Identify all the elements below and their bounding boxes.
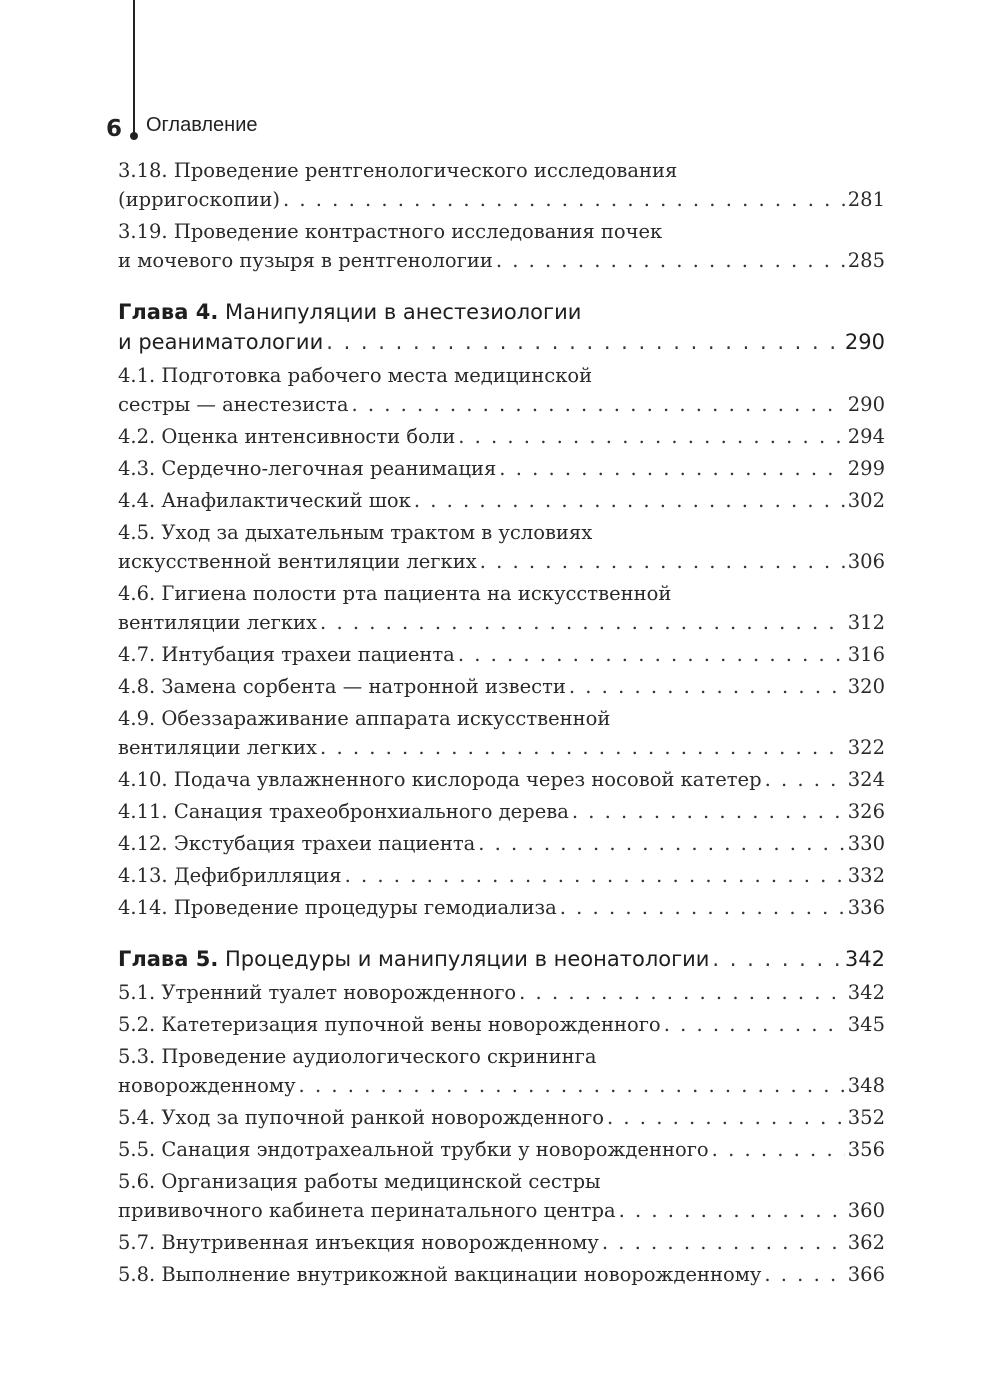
dot-leader <box>519 978 845 1007</box>
toc-line-text: 5.6. Организация работы медицинской сестры <box>118 1170 601 1193</box>
toc-entry-line <box>118 246 885 275</box>
toc-entry-title <box>118 1196 616 1225</box>
toc-entry-title <box>118 978 516 1007</box>
dot-leader <box>764 1260 844 1289</box>
toc-entry <box>118 217 885 275</box>
toc-entry-title-text: искусственной вентиляции легких <box>118 550 477 573</box>
toc-entry-title-text: 4.4. Анафилактический шок <box>118 489 411 512</box>
dot-leader <box>320 733 845 762</box>
toc-entry <box>118 422 885 451</box>
toc-entry-line <box>118 327 885 357</box>
toc-page-number: 330 <box>847 832 885 855</box>
toc-entry-line <box>118 1010 885 1039</box>
running-title: Оглавление <box>146 114 258 136</box>
toc-line-text: 5.3. Проведение аудиологического скрининга <box>118 1045 597 1068</box>
toc-entry-title-text: 4.13. Дефибрилляция <box>118 864 342 887</box>
dot-leader <box>664 1010 845 1039</box>
margin-rule <box>133 0 135 135</box>
chapter-label: Глава 5. <box>118 947 219 971</box>
dot-leader <box>326 327 842 357</box>
toc-entry <box>118 1260 885 1289</box>
toc-entry <box>118 1103 885 1132</box>
toc-entry-title-text: новорожденному <box>118 1074 296 1097</box>
toc-entry <box>118 1042 885 1100</box>
toc-page-number: 281 <box>847 188 885 211</box>
toc-entry-title-text: (ирригоскопии) <box>118 188 280 211</box>
toc-entry-title-text: и реаниматологии <box>118 330 324 354</box>
toc-entry-title-text: 5.7. Внутривенная инъекция новорожденному <box>118 1231 599 1254</box>
toc-entry <box>118 704 885 762</box>
toc-line-text: Манипуляции в анестезиологии <box>224 300 582 324</box>
toc-entry-line <box>118 1260 885 1289</box>
toc-entry-title-text: сестры — анестезиста <box>118 393 349 416</box>
toc-entry-title <box>118 944 709 974</box>
toc-entry-title <box>118 1228 599 1257</box>
toc-entry <box>118 1135 885 1164</box>
toc-chapter <box>118 297 885 357</box>
page-number: 6 <box>106 116 123 142</box>
toc-entry-line <box>118 797 885 826</box>
dot-leader <box>351 390 844 419</box>
toc-entry-title-text: 5.1. Утренний туалет новорожденного <box>118 981 517 1004</box>
toc-line-text: 4.9. Обеззараживание аппарата искусственной <box>118 707 611 730</box>
dot-leader <box>572 797 845 826</box>
toc-entry-title-text: 4.10. Подача увлажненного кислорода через носовой катетер <box>118 768 762 791</box>
toc-page-number: 336 <box>847 896 885 919</box>
dot-leader <box>712 944 841 974</box>
toc-page-number: 342 <box>847 981 885 1004</box>
toc-entry-line <box>118 733 885 762</box>
toc-entry <box>118 829 885 858</box>
toc-page-number: 302 <box>847 489 885 512</box>
dot-leader <box>602 1228 845 1257</box>
toc-entry-line <box>118 672 885 701</box>
toc-page-number: 362 <box>847 1231 885 1254</box>
toc-page-number: 290 <box>844 330 885 354</box>
toc-entry-line <box>118 608 885 637</box>
toc-entry-title <box>118 422 455 451</box>
dot-leader <box>765 765 845 794</box>
toc-entry-title-text: 4.12. Экстубация трахеи пациента <box>118 832 476 855</box>
toc-entry-title <box>118 797 569 826</box>
toc-entry-line <box>118 1196 885 1225</box>
dot-leader <box>560 893 845 922</box>
toc-entry-title <box>118 547 477 576</box>
toc-entry-title <box>118 390 348 419</box>
toc-entry-title-text: вентиляции легких <box>118 736 318 759</box>
toc-entry-title-text: 5.8. Выполнение внутрикожной вакцинации новорожденному <box>118 1263 762 1286</box>
toc-line <box>118 579 885 608</box>
toc-line-text: 4.6. Гигиена полости рта пациента на искусственной <box>118 582 672 605</box>
toc-entry-line <box>118 893 885 922</box>
toc-entry <box>118 1010 885 1039</box>
toc-entry-title-text: 5.5. Санация эндотрахеальной трубки у новорожденного <box>118 1138 709 1161</box>
toc-entry-line <box>118 422 885 451</box>
toc-entry <box>118 518 885 576</box>
toc-page-number: 366 <box>847 1263 885 1286</box>
toc-entry-title <box>118 640 455 669</box>
toc-entry-line <box>118 1103 885 1132</box>
toc-page-number: 306 <box>847 550 885 573</box>
toc-page-number: 348 <box>847 1074 885 1097</box>
toc-line-text: 3.19. Проведение контрастного исследования почек <box>118 220 663 243</box>
toc-entry-title-text: вентиляции легких <box>118 611 318 634</box>
toc-entry-title <box>118 1071 296 1100</box>
toc-entry <box>118 486 885 515</box>
dot-leader <box>712 1135 845 1164</box>
toc-page-number: 290 <box>847 393 885 416</box>
dot-leader <box>458 640 845 669</box>
toc-entry-title <box>118 327 323 357</box>
dot-leader <box>478 829 845 858</box>
toc-entry-title <box>118 765 762 794</box>
toc-entry-title-text: 4.11. Санация трахеобронхиального дерева <box>118 800 569 823</box>
toc-chapter <box>118 944 885 974</box>
toc-page-number: 342 <box>844 947 885 971</box>
toc-line <box>118 518 885 547</box>
dot-leader <box>414 486 845 515</box>
toc-entry-title <box>118 861 342 890</box>
toc-entry-title-text: 4.14. Проведение процедуры гемодиализа <box>118 896 557 919</box>
toc-entry-title <box>118 733 317 762</box>
toc-entry-title <box>118 672 566 701</box>
toc-entry-title-text: и мочевого пузыря в рентгенологии <box>118 249 493 272</box>
table-of-contents <box>118 156 885 1292</box>
toc-entry-title <box>118 246 493 275</box>
dot-leader <box>283 185 845 214</box>
toc-entry-title <box>118 829 475 858</box>
dot-leader <box>320 608 845 637</box>
toc-page-number: 312 <box>847 611 885 634</box>
toc-entry <box>118 672 885 701</box>
toc-entry <box>118 579 885 637</box>
toc-page-number: 356 <box>847 1138 885 1161</box>
toc-entry-line <box>118 1135 885 1164</box>
toc-page-number: 322 <box>847 736 885 759</box>
toc-entry <box>118 978 885 1007</box>
toc-entry-title <box>118 1010 661 1039</box>
toc-line <box>118 361 885 390</box>
toc-page-number: 360 <box>847 1199 885 1222</box>
toc-entry <box>118 797 885 826</box>
toc-page-number: 332 <box>847 864 885 887</box>
dot-leader <box>607 1103 845 1132</box>
toc-page-number: 316 <box>847 643 885 666</box>
toc-page-number: 345 <box>847 1013 885 1036</box>
toc-entry-line <box>118 765 885 794</box>
toc-line <box>118 217 885 246</box>
toc-entry-title <box>118 1103 604 1132</box>
toc-entry <box>118 640 885 669</box>
toc-entry-title <box>118 1135 709 1164</box>
toc-entry-title-text: 5.2. Катетеризация пупочной вены новорожденного <box>118 1013 661 1036</box>
toc-entry-line <box>118 486 885 515</box>
toc-entry <box>118 361 885 419</box>
toc-entry <box>118 454 885 483</box>
toc-entry <box>118 861 885 890</box>
toc-entry-line <box>118 829 885 858</box>
toc-page-number: 352 <box>847 1106 885 1129</box>
toc-page-number: 324 <box>847 768 885 791</box>
dot-leader <box>345 861 845 890</box>
dot-leader <box>480 547 845 576</box>
toc-entry-title <box>118 1260 761 1289</box>
chapter-label: Глава 4. <box>118 300 219 324</box>
toc-page-number: 294 <box>847 425 885 448</box>
dot-leader <box>499 454 844 483</box>
toc-line-text: 4.1. Подготовка рабочего места медицинской <box>118 364 593 387</box>
dot-leader <box>496 246 845 275</box>
toc-page-number: 299 <box>847 457 885 480</box>
toc-entry-line <box>118 1228 885 1257</box>
toc-line-text: 3.18. Проведение рентгенологического исследования <box>118 159 678 182</box>
dot-leader <box>619 1196 845 1225</box>
toc-page-number: 320 <box>847 675 885 698</box>
toc-entry-title-text: 4.3. Сердечно-легочная реанимация <box>118 457 497 480</box>
toc-entry-title-text: 4.8. Замена сорбента — натронной извести <box>118 675 566 698</box>
toc-entry-line <box>118 547 885 576</box>
margin-rule-dot <box>130 132 138 140</box>
dot-leader <box>458 422 845 451</box>
toc-entry-title <box>118 486 411 515</box>
toc-line-text: 4.5. Уход за дыхательным трактом в условиях <box>118 521 593 544</box>
toc-entry-title <box>118 454 496 483</box>
toc-entry-line <box>118 185 885 214</box>
toc-entry-title-text: прививочного кабинета перинатального центра <box>118 1199 616 1222</box>
toc-entry <box>118 1228 885 1257</box>
toc-entry-title-text: 4.2. Оценка интенсивности боли <box>118 425 456 448</box>
toc-entry-line <box>118 390 885 419</box>
toc-entry-title-text: 5.4. Уход за пупочной ранкой новорожденного <box>118 1106 605 1129</box>
toc-entry-line <box>118 944 885 974</box>
dot-leader <box>299 1071 845 1100</box>
toc-line <box>118 704 885 733</box>
toc-page-number: 285 <box>847 249 885 272</box>
dot-leader <box>569 672 845 701</box>
toc-line <box>118 1167 885 1196</box>
toc-entry-title <box>118 608 317 637</box>
toc-entry-line <box>118 1071 885 1100</box>
toc-entry-line <box>118 861 885 890</box>
toc-line <box>118 297 885 327</box>
toc-line <box>118 1042 885 1071</box>
toc-entry-line <box>118 978 885 1007</box>
toc-page-number: 326 <box>847 800 885 823</box>
toc-entry-title <box>118 185 280 214</box>
toc-entry-line <box>118 640 885 669</box>
toc-entry <box>118 1167 885 1225</box>
toc-entry <box>118 765 885 794</box>
toc-entry <box>118 156 885 214</box>
toc-entry-line <box>118 454 885 483</box>
toc-entry <box>118 893 885 922</box>
toc-line <box>118 156 885 185</box>
toc-entry-title <box>118 893 557 922</box>
toc-entry-title-text: Процедуры и манипуляции в неонатологии <box>224 947 710 971</box>
toc-entry-title-text: 4.7. Интубация трахеи пациента <box>118 643 455 666</box>
